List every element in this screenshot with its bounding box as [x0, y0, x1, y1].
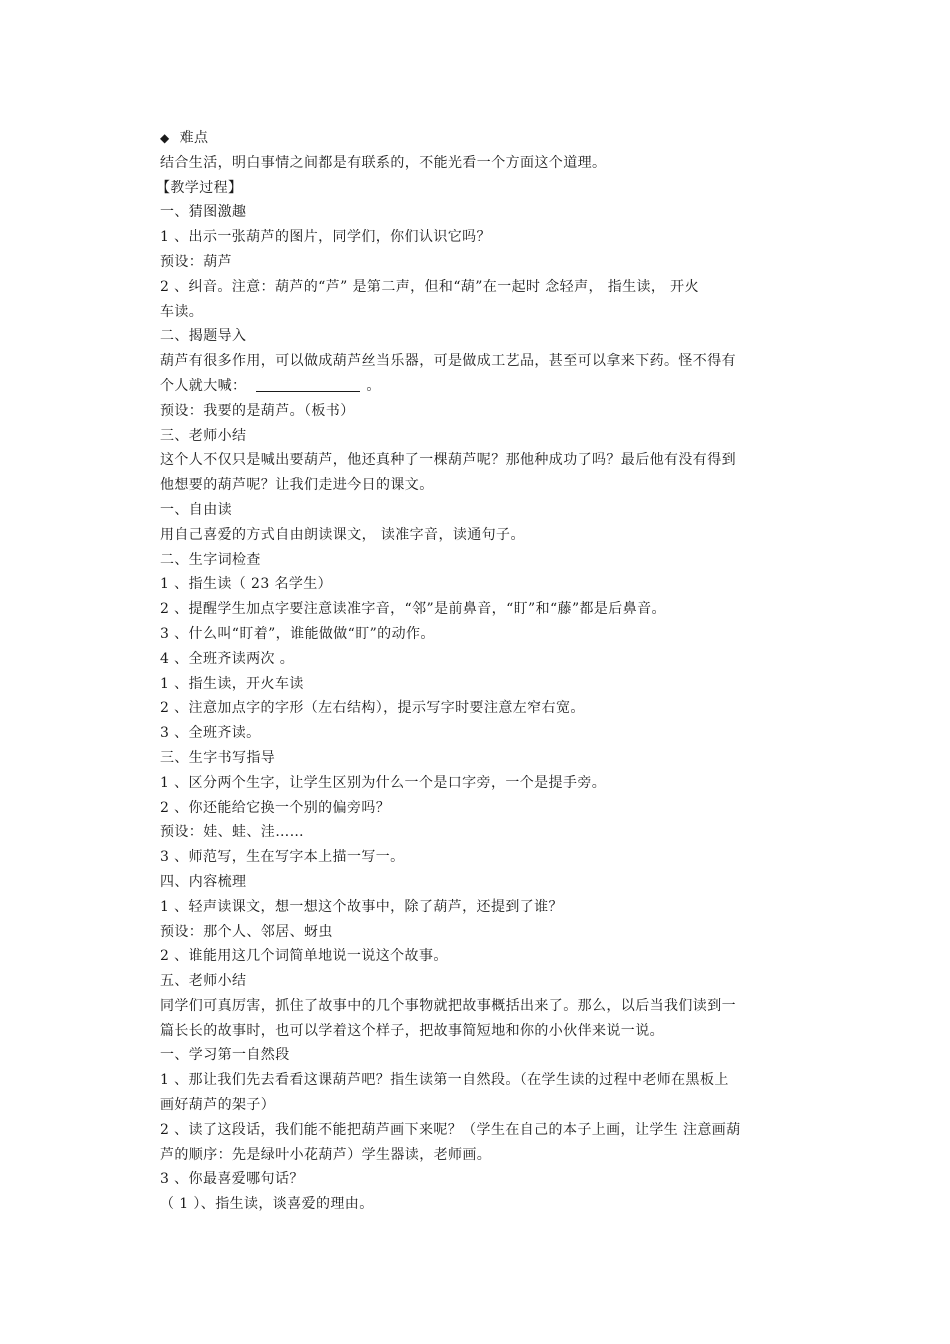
paragraph-line: 篇长长的故事时，也可以学着这个样子，把故事简短地和你的小伙伴来说一说。 — [160, 1022, 664, 1039]
paragraph-line: 葫芦有很多作用，可以做成葫芦丝当乐器，可是做成工艺品，甚至可以拿来下药。怪不得有 — [160, 353, 736, 370]
fill-in-blank — [256, 377, 360, 392]
paragraph-line-with-blank — [160, 374, 805, 399]
paragraph-line: 他想要的葫芦呢？让我们走进今日的课文。 — [160, 477, 434, 494]
paragraph-line: 1 、出示一张葫芦的图片，同学们，你们认识它吗？ — [160, 229, 491, 246]
process-title: 【教学过程】 — [156, 179, 243, 196]
paragraph-line: 1 、轻声读课文，想一想这个故事中，除了葫芦，还提到了谁？ — [160, 898, 563, 915]
section-heading: 三、老师小结 — [160, 427, 247, 444]
document-page — [156, 126, 805, 1217]
paragraph-line: 2 、提醒学生加点字要注意读准字音，“邻”是前鼻音，“盯”和“藤”都是后鼻音。 — [160, 601, 666, 618]
black-diamond-icon: ◆ — [160, 131, 170, 145]
paragraph-text: 。 — [366, 377, 381, 394]
paragraph-line: 3 、师范写，生在写字本上描一写一。 — [160, 849, 405, 866]
paragraph-line: 2 、读了这段话，我们能不能把葫芦画下来呢？（学生在自己的本子上画，让学生 注意画葫 — [160, 1121, 741, 1138]
paragraph-line: 用自己喜爱的方式自由朗读课文， 读准字音，读通句子。 — [160, 526, 525, 543]
paragraph-line: 1 、指生读，开火车读 — [160, 675, 304, 692]
difficulty-heading-text: 难点 — [179, 130, 209, 146]
paragraph-line: 这个人不仅只是喊出要葫芦，他还真种了一棵葫芦呢？那他种成功了吗？最后他有没有得到 — [160, 452, 736, 469]
paragraph-line: 3 、全班齐读。 — [160, 725, 261, 742]
section-heading: 一、猜图激趣 — [160, 204, 247, 221]
paragraph-line: 芦的顺序：先是绿叶小花葫芦）学生器读，老师画。 — [160, 1146, 492, 1163]
paragraph-line: 预设：那个人、邻居、蚜虫 — [160, 923, 333, 940]
section-heading: 二、揭题导入 — [160, 328, 247, 345]
paragraph-line: 2 、纠音。注意：葫芦的“芦” 是第二声，但和“葫”在一起时 念轻声， 指生读， 开火 — [160, 278, 699, 295]
paragraph-line: 3 、你最喜爱哪句话？ — [160, 1171, 304, 1188]
section-heading: 一、自由读 — [160, 501, 232, 518]
paragraph-line: 2 、谁能用这几个词简单地说一说这个故事。 — [160, 948, 448, 965]
paragraph-line: （ 1 ）、指生读，谈喜爱的理由。 — [160, 1196, 374, 1213]
paragraph-line: 3 、什么叫“盯着”，谁能做做“盯”的动作。 — [160, 625, 435, 642]
paragraph-line: 2 、你还能给它换一个别的偏旁吗？ — [160, 799, 391, 816]
paragraph-line: 同学们可真厉害，抓住了故事中的几个事物就把故事概括出来了。那么，以后当我们读到一 — [160, 997, 736, 1014]
paragraph-line: 预设：我要的是葫芦。（板书） — [160, 402, 355, 419]
paragraph-line: 1 、区分两个生字，让学生区别为什么一个是口字旁，一个是提手旁。 — [160, 774, 607, 791]
paragraph-line: 预设：葫芦 — [160, 253, 232, 270]
paragraph-line: 2 、注意加点字的字形（左右结构），提示写字时要注意左窄右宽。 — [160, 700, 585, 717]
difficulty-text: 结合生活，明白事情之间都是有联系的，不能光看一个方面这个道理。 — [160, 154, 607, 171]
paragraph-text: 个人就大喊： — [160, 377, 247, 394]
section-heading: 三、生字书写指导 — [160, 749, 276, 766]
paragraph-line: 1 、指生读（ 23 名学生） — [160, 576, 333, 593]
section-heading: 四、内容梳理 — [160, 873, 247, 890]
paragraph-line: 画好葫芦的架子） — [160, 1097, 276, 1114]
difficulty-heading — [160, 126, 805, 151]
section-heading: 一、学习第一自然段 — [160, 1047, 290, 1064]
paragraph-line: 车读。 — [160, 303, 204, 320]
section-heading: 五、老师小结 — [160, 973, 247, 990]
section-heading: 二、生字词检查 — [160, 551, 261, 568]
paragraph-line: 4 、全班齐读两次 。 — [160, 650, 295, 667]
paragraph-line: 1 、那让我们先去看看这课葫芦吧？指生读第一自然段。（在学生读的过程中老师在黑板上 — [160, 1072, 729, 1089]
paragraph-line: 预设：娃、蛙、洼…… — [160, 824, 304, 841]
